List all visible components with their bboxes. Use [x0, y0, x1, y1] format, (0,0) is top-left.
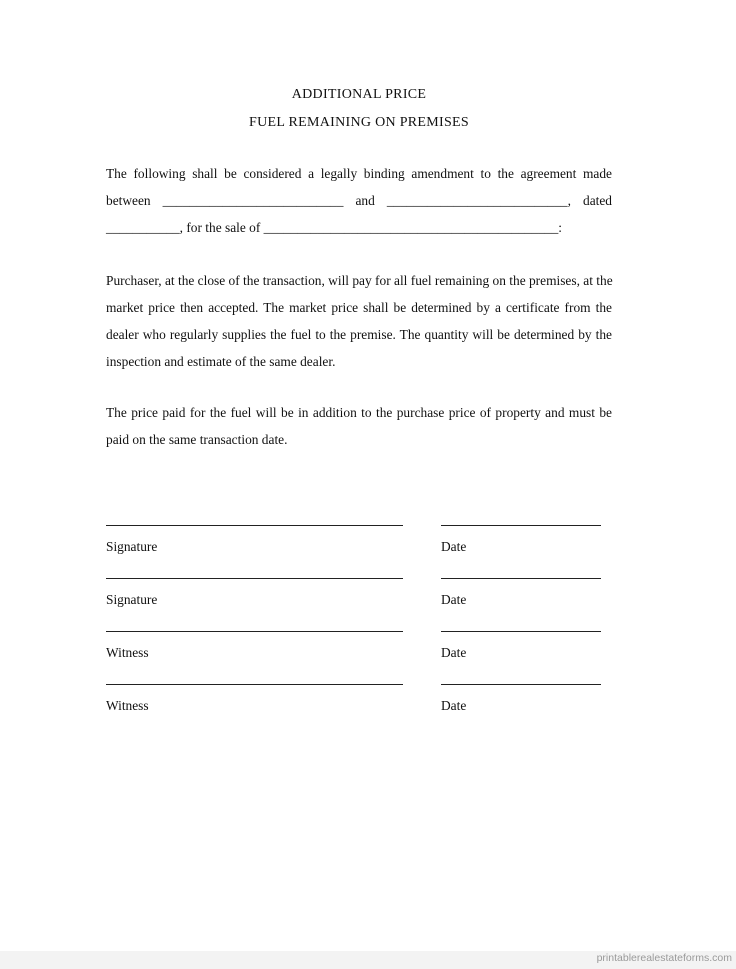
witness-label: Witness [106, 698, 149, 713]
document-title: ADDITIONAL PRICE [291, 87, 427, 102]
witness-row [106, 671, 606, 721]
signature-row [106, 512, 606, 562]
watermark: printablerealestateforms.com [596, 952, 732, 964]
paragraph-1-line-2: market price then accepted. The market price shall be determined by a certificate from the [106, 300, 612, 315]
signature-line[interactable] [106, 525, 403, 526]
intro-line-3: ___________, for the sale of ____________________________________________: [106, 220, 562, 235]
paragraph-2-line-2: paid on the same transaction date. [106, 432, 288, 447]
price-paragraph [106, 405, 626, 455]
date-line[interactable] [441, 631, 601, 632]
date-label: Date [441, 698, 467, 713]
witness-row [106, 618, 606, 668]
signature-block [106, 512, 606, 752]
signature-line[interactable] [106, 578, 403, 579]
signature-row [106, 565, 606, 615]
witness-line[interactable] [106, 684, 403, 685]
paragraph-1-line-3: dealer who regularly supplies the fuel to the premise. The quantity will be determined by the [106, 327, 612, 342]
signature-label: Signature [106, 539, 158, 554]
document-subtitle: FUEL REMAINING ON PREMISES [248, 115, 469, 130]
intro-paragraph [106, 166, 626, 246]
date-line[interactable] [441, 684, 601, 685]
paragraph-1-line-1: Purchaser, at the close of the transaction, will pay for all fuel remaining on the premises, at the [106, 273, 613, 288]
fuel-payment-paragraph [106, 273, 626, 383]
intro-line-1: The following shall be considered a legally binding amendment to the agreement made [106, 166, 612, 181]
witness-label: Witness [106, 645, 149, 660]
paragraph-1-line-4: inspection and estimate of the same dealer. [106, 354, 336, 369]
date-label: Date [441, 539, 467, 554]
date-label: Date [441, 592, 467, 607]
date-line[interactable] [441, 578, 601, 579]
paragraph-2-line-1: The price paid for the fuel will be in addition to the purchase price of property and must be [106, 405, 612, 420]
signature-label: Signature [106, 592, 158, 607]
date-line[interactable] [441, 525, 601, 526]
intro-line-2: between ___________________________ and ___________________________, dated [106, 193, 612, 208]
date-label: Date [441, 645, 467, 660]
witness-line[interactable] [106, 631, 403, 632]
